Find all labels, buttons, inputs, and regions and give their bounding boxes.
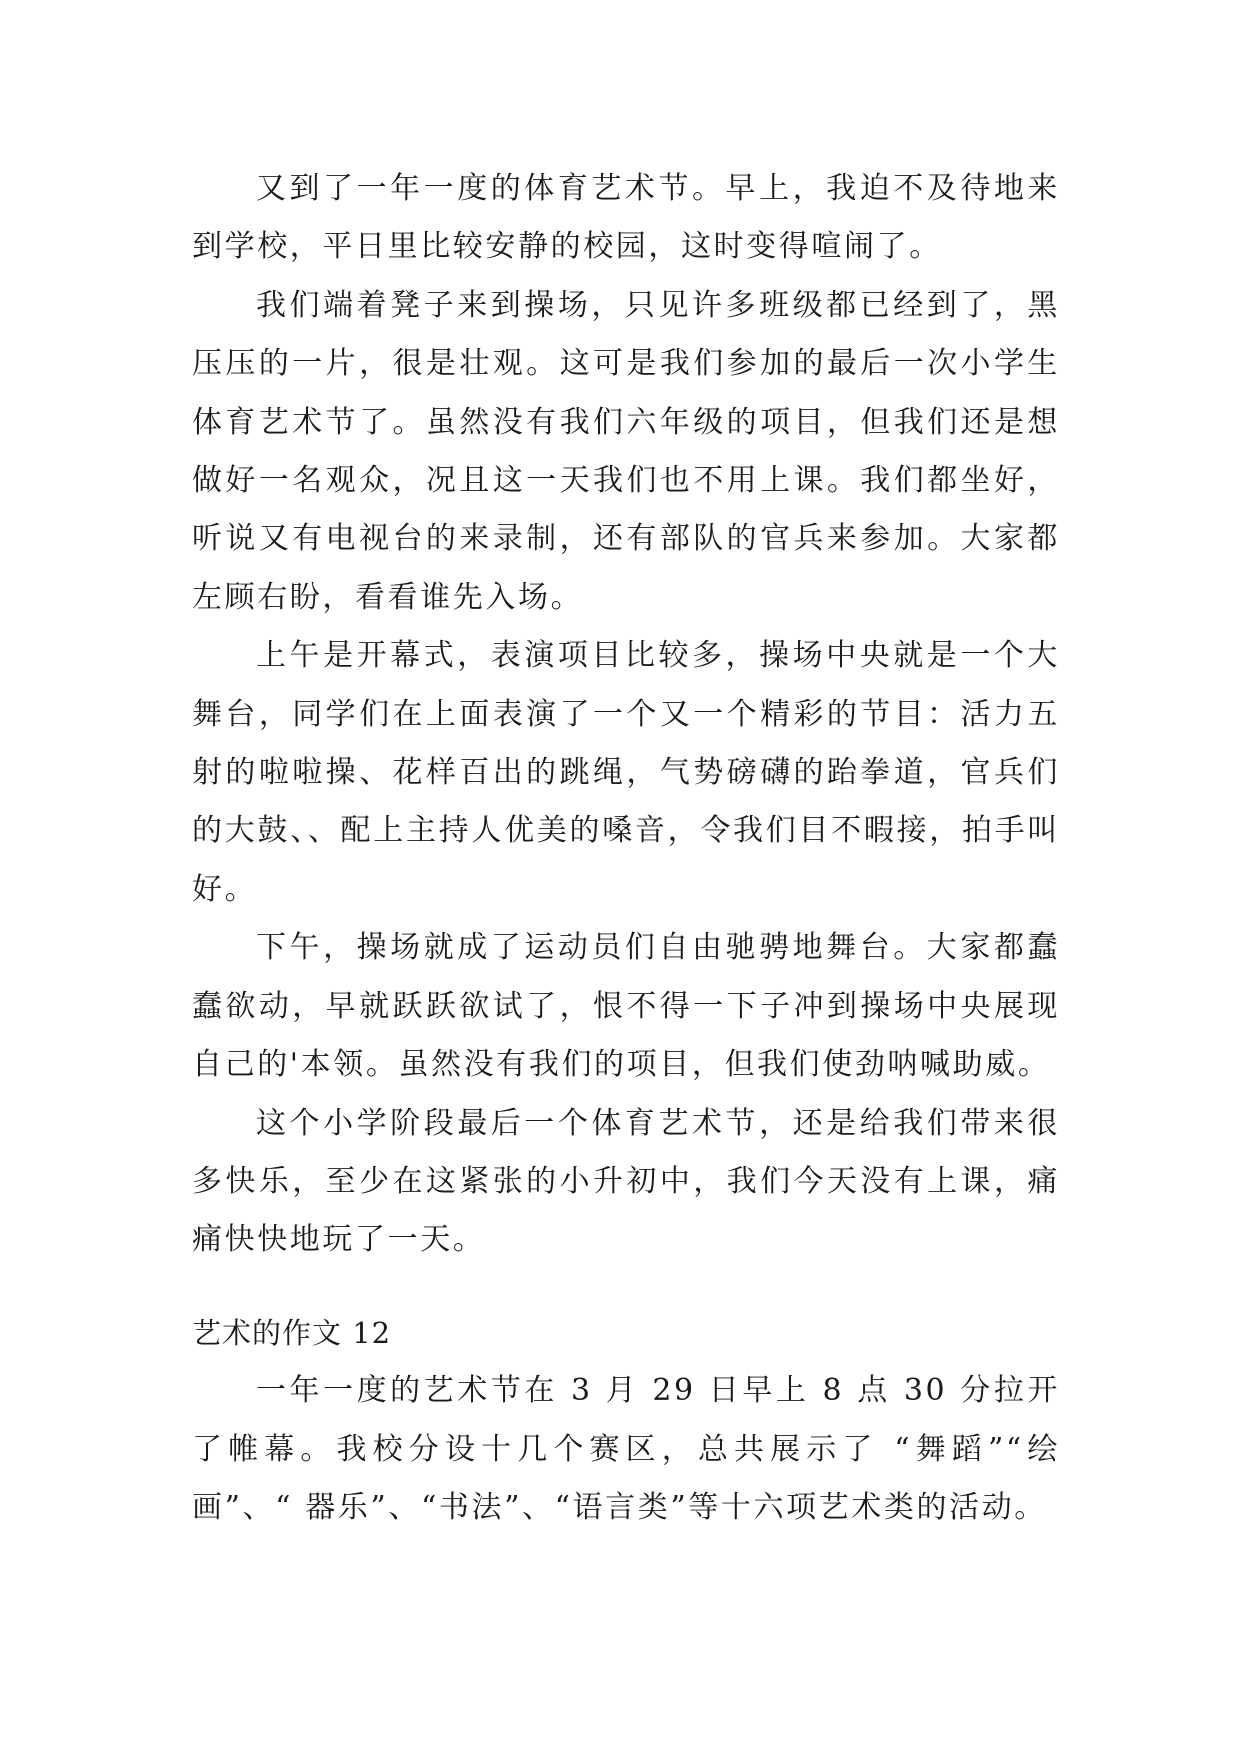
paragraph: 我们端着凳子来到操场，只见许多班级都已经到了，黑压压的一片，很是壮观。这可是我们参加的最后一次小学生体育艺术节了。虽然没有我们六年级的项目，但我们还是想做好一名观众，况且这一天我们也不用上课。我们都坐好，听说又有电视台的来录制，还有部队的官兵来参加。大家都左顾右盼，看看谁先入场。	[192, 287, 1060, 615]
paragraph: 一年一度的艺术节在 3 月 29 日早上 8 点 30 分拉开了帷幕。我校分设十几个赛区，总共展示了 “舞蹈”“绘画”、“ 器乐”、“书法”、“语言类”等十六项艺术类的活动。	[192, 1373, 1060, 1525]
paragraph: 下午，操场就成了运动员们自由驰骋地舞台。大家都蠢蠢欲动，早就跃跃欲试了，恨不得一下子冲到操场中央展现自己的'本领。虽然没有我们的项目，但我们使劲呐喊助威。	[192, 930, 1060, 1083]
paragraph: 又到了一年一度的体育艺术节。早上，我迫不及待地来到学校，平日里比较安静的校园，这时变得喧闹了。	[192, 171, 1060, 265]
section-title: 艺术的作文 12	[192, 1315, 392, 1350]
document-body	[192, 160, 1060, 1537]
paragraph: 上午是开幕式，表演项目比较多，操场中央就是一个大舞台，同学们在上面表演了一个又一个精彩的节目：活力五射的啦啦操、花样百出的跳绳，气势磅礴的跆拳道，官兵们的大鼓、、配上主持人优美的嗓音，令我们目不暇接，拍手叫好。	[192, 638, 1060, 907]
paragraph: 这个小学阶段最后一个体育艺术节，还是给我们带来很多快乐，至少在这紧张的小升初中，我们今天没有上课，痛痛快快地玩了一天。	[192, 1105, 1060, 1258]
